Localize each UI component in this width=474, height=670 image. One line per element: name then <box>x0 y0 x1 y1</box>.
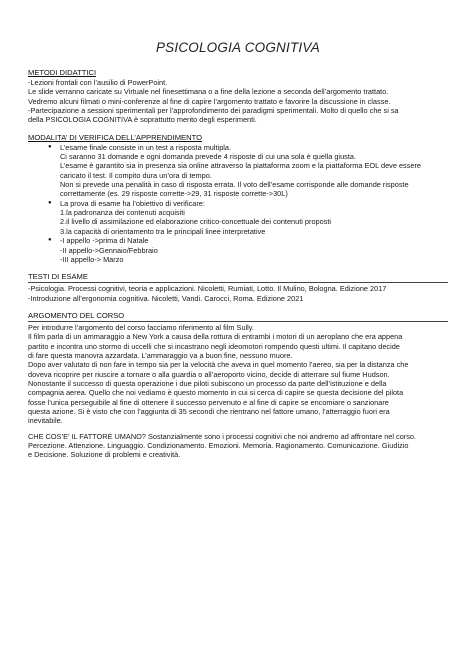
text-line: correttamente (es. 29 risposte corrette->29, 31 risposte corrette->30L) <box>60 189 288 199</box>
text-line: Ci saranno 31 domande e ogni domanda prevede 4 risposte di cui una sola è quella giusta. <box>60 152 356 162</box>
text-line: caricato il test. Il compito dura un’ora di tempo. <box>60 170 212 180</box>
text-line: di fare questa manovra azzardata. L’ammaraggio va a buon fine, nessuno muore. <box>28 350 293 360</box>
text-line: Le slide verranno caricate su Virtuale nel finesettimana o a fine della lezione a seconda dell’argomento trattato. <box>28 87 389 97</box>
text-line: della PSICOLOGIA COGNITIVA è soprattutto merito degli esperimenti. <box>28 115 257 125</box>
text-line: doveva ricoprire per riuscire a tornare o alla guardia o all’aeroporto vicino, decide di atterrare sul fiume Hudson. <box>28 369 390 379</box>
heading-rule <box>28 272 448 283</box>
text-line: 1.la padronanza dei contenuti acquisiti <box>60 208 185 218</box>
text-line: Dopo aver valutato di non fare in tempo sia per la velocità che aveva in quel momento l’aereo, sia per la distanza che <box>28 360 409 370</box>
bullet-list <box>28 143 448 264</box>
text-line: -III appello-> Marzo <box>60 254 124 264</box>
text-line: Il film parla di un ammaraggio a New York a causa della rottura di entrambi i motori di un aeroplano che era appena <box>28 332 403 342</box>
text-line: fosse l’unica perseguibile al fine di ottenere il successo pervenuto e al fine di capire se encomiare o sanzionare <box>28 397 389 407</box>
text-line: Non si prevede una penalità in caso di risposta errata. Il voto dell’esame corrisponde alle domande risposte <box>60 180 409 190</box>
bullet-icon: ● <box>48 143 52 150</box>
text-line: La prova di esame ha l’obiettivo di verificare: <box>60 198 205 208</box>
section-heading-argomento: ARGOMENTO DEL CORSO <box>28 310 125 320</box>
section-heading-modalita: MODALITA’ DI VERIFICA DELL’APPRENDIMENTO <box>28 132 202 142</box>
text-line: -Lezioni frontali con l’ausilio di PowerPoint. <box>28 78 168 87</box>
text-line: -Psicologia. Processi cognitivi, teoria e applicazioni. Nicoletti, Rumiati, Lotto. Il Mulino, Bologna. Edizione 2017 <box>28 284 387 294</box>
text-line: L’esame finale consiste in un test a risposta multipla. <box>60 142 232 152</box>
text-line: L’esame è garantito sia in presenza sia online attraverso la piattaforma zoom e la piattaforma EOL deve essere <box>60 161 421 171</box>
text-line: compagnia aerea. Quello che noi vediamo è questo momento in cui si cerca di capire se questa decisione del pilota <box>28 388 404 398</box>
section-heading-metodi: METODI DIDATTICI <box>28 68 97 77</box>
section-argomento <box>28 311 448 460</box>
section-modalita <box>28 133 448 264</box>
bullet-icon: ● <box>48 237 52 244</box>
text-line: 3.la capacità di orientamento tra le principali linee interpretative <box>60 226 266 236</box>
bullet-icon: ● <box>48 199 52 206</box>
section-testi <box>28 272 448 303</box>
text-line: -II appello->Gennaio/Febbraio <box>60 245 158 255</box>
text-line: Nonostante il successo di questa operazione i due piloti subiscono un processo da parte dell’istituzione e della <box>28 378 387 388</box>
page-title: PSICOLOGIA COGNITIVA <box>155 40 321 55</box>
text-line: 2.il livello di assimilazione ed elaborazione critico-concettuale dei contenuti proposti <box>60 217 332 227</box>
list-item <box>48 198 448 236</box>
text-line: e Decisione. Soluzione di problemi e creatività. <box>28 450 181 460</box>
section-heading-testi: TESTI DI ESAME <box>28 272 88 282</box>
text-line: Vedremo alcuni filmati o mini-conferenze al fine di capire l’argomento trattato e favorire la discussione in classe. <box>28 96 391 106</box>
section-metodi <box>28 68 448 125</box>
text-line: CHE COS’E’ IL FATTORE UMANO? Sostanzialmente sono i processi cognitivi che noi andremo ad affrontare nel corso. <box>28 431 417 441</box>
list-item <box>48 236 448 264</box>
text-line: -Introduzione all’ergonomia cognitiva. Nicoletti, Vandi. Carocci, Roma. Edizione 2021 <box>28 293 304 303</box>
heading-rule <box>28 311 448 322</box>
text-line: Percezione. Attenzione. Linguaggio. Condizionamento. Emozioni. Memoria. Ragionamento. Comunicazione. Giudizio <box>28 441 409 450</box>
text-line: partito e incontra uno stormo di uccelli che si incastrano negli ideomotori rompendo questi ultimi. Il capitano decide <box>28 341 400 351</box>
text-line: inevitabile. <box>28 416 63 426</box>
text-line: questa azione. Si è visto che con l’aggiunta di 35 secondi che rientrano nel fattore umano, l’atterraggio fuori era <box>28 406 390 416</box>
text-line: -Partecipazione a sessioni sperimentali per l’approfondimento dei paradigmi sperimentali. Molto di quello che si sa <box>28 106 399 116</box>
text-line: Per introdurre l’argomento del corso facciamo riferimento al film Sully. <box>28 322 254 332</box>
list-item <box>48 142 448 199</box>
text-line: -I appello ->prima di Natale <box>60 236 149 246</box>
